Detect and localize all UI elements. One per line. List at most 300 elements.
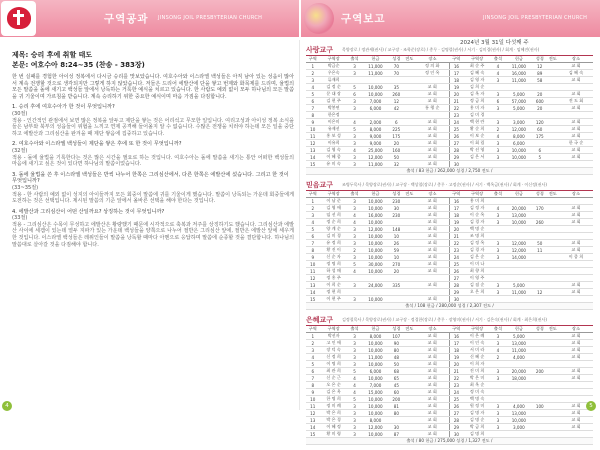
table-cell: 교 회 — [559, 410, 593, 417]
table-cell — [547, 161, 559, 168]
table-cell — [505, 112, 533, 119]
table-cell: 14 — [306, 154, 320, 161]
table-cell — [403, 205, 415, 212]
table-cell — [547, 119, 559, 126]
table-cell: 8 — [306, 247, 320, 254]
column-header: 구역장 — [463, 56, 491, 63]
table-cell — [491, 233, 505, 240]
table-cell — [533, 389, 547, 396]
table-cell: 박금순 — [320, 63, 348, 70]
group-header — [306, 180, 593, 191]
table-cell: 정 순 희 — [320, 219, 348, 226]
table-cell — [403, 226, 415, 233]
column-header: 출석 — [348, 326, 362, 333]
table-cell: 29 — [449, 154, 463, 161]
table-row — [306, 254, 593, 261]
table-cell: 26 — [390, 240, 404, 247]
table-cell: 3 — [491, 147, 505, 154]
table-cell: 이 영 주 — [463, 275, 491, 282]
table-row — [306, 133, 593, 140]
table-cell: 12,000 — [505, 126, 533, 133]
table-cell: 16 — [449, 333, 463, 340]
table-row — [306, 147, 593, 154]
table-cell: 홍 보 성 — [320, 133, 348, 140]
table-cell: 5 — [306, 91, 320, 98]
table-cell: 175 — [390, 133, 404, 140]
table-cell — [559, 84, 593, 91]
table-cell — [533, 254, 547, 261]
table-cell — [533, 112, 547, 119]
table-cell: 2 — [348, 247, 362, 254]
table-row — [306, 268, 593, 275]
table-cell — [403, 126, 415, 133]
table-cell: 15 — [306, 296, 320, 303]
table-cell: 20 — [449, 91, 463, 98]
table-cell: 3 — [348, 233, 362, 240]
table-cell: 3 — [491, 154, 505, 161]
date-line: 2024년 3월 31일 다섯째 주 — [460, 40, 529, 46]
table-cell: 20,000 — [505, 205, 533, 212]
table-cell: 11,000 — [505, 63, 533, 70]
table-cell — [491, 226, 505, 233]
table-cell — [403, 424, 415, 431]
table-cell: 26 — [449, 133, 463, 140]
column-header: 출석 — [491, 56, 505, 63]
table-cell: 교 회 — [416, 375, 450, 382]
table-cell: 3 — [348, 403, 362, 410]
table-cell: 서 미 라 — [463, 347, 491, 354]
table-cell — [403, 133, 415, 140]
table-cell: 13 — [306, 282, 320, 289]
table-cell — [547, 226, 559, 233]
table-row — [306, 396, 593, 403]
table-cell: 11,000 — [361, 70, 389, 77]
page-number-right: 5 — [586, 401, 596, 411]
column-header: 전도 — [403, 326, 415, 333]
table-cell: 13,000 — [505, 212, 533, 219]
table-cell: 김 은 순 — [463, 254, 491, 261]
table-cell: 교 회 — [559, 354, 593, 361]
table-row — [306, 198, 593, 205]
table-cell — [547, 347, 559, 354]
table-cell: 3 — [491, 119, 505, 126]
table-cell: 22 — [449, 240, 463, 247]
column-header: 구역장 — [320, 191, 348, 198]
table-cell: 3 — [491, 212, 505, 219]
table-cell — [361, 77, 389, 84]
table-cell: 김 미 경 — [320, 233, 348, 240]
sermon-title: 제목: 승리 후에 취할 태도 — [12, 51, 93, 59]
table-row — [306, 403, 593, 410]
table-cell: 김 정 자 — [463, 205, 491, 212]
column-header: 출석 — [491, 326, 505, 333]
group-staff: 김정철목사 / 목양장로(권사) / 교구장 · 정경한(장로) / 총무 · 장영미(권사) / 서기 · 김은숙(권사) / 회계 · 최은희(권사) — [342, 317, 547, 322]
table-cell — [403, 119, 415, 126]
table-cell: 4 — [348, 119, 362, 126]
table-cell — [533, 198, 547, 205]
table-cell: 류재희 — [320, 77, 348, 84]
table-cell — [547, 296, 559, 303]
table-cell: 김 명 자 — [463, 410, 491, 417]
sermon-scripture: 본문: 여호수아 8:24~35 (찬송 - 383장) — [12, 61, 145, 69]
table-cell — [403, 147, 415, 154]
table-cell — [533, 333, 547, 340]
group-name: 사랑교구 — [306, 46, 334, 54]
table-cell — [505, 233, 533, 240]
table-cell: 9 — [306, 389, 320, 396]
table-cell: 20 — [390, 140, 404, 147]
column-header: 장소 — [559, 326, 593, 333]
table-cell: 이 회 림 — [463, 140, 491, 147]
table-cell: 27 — [449, 275, 463, 282]
table-cell — [547, 403, 559, 410]
column-header: 장소 — [416, 191, 450, 198]
table-cell: 이 종 희 — [559, 254, 593, 261]
table-cell: 3 — [348, 282, 362, 289]
table-cell — [390, 417, 404, 424]
table-cell — [547, 63, 559, 70]
question-ref: (33~35절) — [12, 184, 39, 191]
table-cell: 7,000 — [361, 98, 389, 105]
table-cell: 11,000 — [505, 289, 533, 296]
table-cell: 260 — [533, 219, 547, 226]
table-cell: 3 — [348, 340, 362, 347]
table-cell: 한 국 순 — [559, 140, 593, 147]
table-cell: 6,000 — [361, 368, 389, 375]
table-cell: 9 — [306, 254, 320, 261]
table-row — [306, 240, 593, 247]
table-cell: 홍 미 희 — [463, 198, 491, 205]
table-cell: 4 — [491, 347, 505, 354]
table-cell: 백 명 순 — [463, 226, 491, 233]
table-cell — [547, 219, 559, 226]
table-cell: 교 회 — [559, 147, 593, 154]
table-cell — [403, 333, 415, 340]
table-cell: 고 인 애 — [320, 340, 348, 347]
table-cell: 225 — [390, 126, 404, 133]
table-cell — [547, 424, 559, 431]
table-cell: 김 경 자 — [463, 247, 491, 254]
table-cell — [403, 112, 415, 119]
table-cell: 한 명 희 — [320, 396, 348, 403]
table-cell — [505, 431, 533, 438]
table-cell: 박봉연 — [320, 105, 348, 112]
table-cell — [533, 84, 547, 91]
table-cell: 하 성 매 — [320, 268, 348, 275]
table-cell: 6,000 — [505, 140, 533, 147]
question-block — [12, 141, 294, 167]
table-cell: 120 — [533, 119, 547, 126]
table-cell: 교 회 — [416, 403, 450, 410]
table-cell: 10,000 — [361, 219, 389, 226]
table-cell — [547, 340, 559, 347]
table-cell — [463, 296, 491, 303]
table-row — [306, 410, 593, 417]
table-cell — [559, 275, 593, 282]
table-cell: 진 미 희 — [463, 368, 491, 375]
table-cell: 4 — [348, 389, 362, 396]
table-cell — [559, 261, 593, 268]
table-cell: 3 — [348, 205, 362, 212]
table-cell: 8,000 — [361, 333, 389, 340]
table-cell — [547, 233, 559, 240]
table-cell: 11,000 — [505, 347, 533, 354]
table-cell: 교 회 — [559, 282, 593, 289]
table-cell: 70 — [390, 63, 404, 70]
group-table — [306, 326, 593, 445]
table-cell — [403, 275, 415, 282]
table-cell: 27 — [449, 140, 463, 147]
table-cell: 이은미 — [320, 119, 348, 126]
table-cell: 10,000 — [361, 91, 389, 98]
table-cell — [403, 198, 415, 205]
question-text: 4. 에발산과 그리심산이 어떤 산일까요? 상징하는 것이 무엇입니까? — [12, 208, 165, 215]
table-cell — [547, 410, 559, 417]
table-cell: 10,000 — [361, 361, 389, 368]
table-cell — [403, 154, 415, 161]
table-cell — [559, 389, 593, 396]
table-cell: 이 인 숙 — [463, 340, 491, 347]
table-cell: 260 — [390, 91, 404, 98]
table-cell: 10,000 — [505, 417, 533, 424]
table-cell: 유 정 희 — [320, 240, 348, 247]
table-cell: 30 — [449, 431, 463, 438]
table-cell: 교 회 — [416, 333, 450, 340]
table-row — [306, 261, 593, 268]
column-header: 출석 — [348, 191, 362, 198]
table-cell: 23 — [449, 247, 463, 254]
table-cell: 5,000 — [505, 91, 533, 98]
table-cell: 3 — [348, 431, 362, 438]
table-row — [306, 119, 593, 126]
table-cell — [547, 282, 559, 289]
table-cell: 이 보 순 — [463, 133, 491, 140]
table-cell: 교 회 — [559, 368, 593, 375]
table-row — [306, 282, 593, 289]
table-cell — [416, 289, 450, 296]
table-cell: 10,000 — [361, 403, 389, 410]
table-cell: 35 — [390, 84, 404, 91]
right-header-bar — [301, 0, 600, 37]
table-cell: 4,000 — [505, 354, 533, 361]
table-cell: 10 — [306, 126, 320, 133]
table-cell: 160 — [390, 147, 404, 154]
question-list — [12, 104, 294, 248]
table-cell: 16 — [449, 63, 463, 70]
table-cell: 박선자 — [320, 333, 348, 340]
table-cell: 정 인 옥 — [416, 70, 450, 77]
table-cell: 30 — [390, 205, 404, 212]
table-cell — [547, 289, 559, 296]
table-cell: 11,000 — [361, 161, 389, 168]
table-cell — [348, 289, 362, 296]
table-row — [306, 154, 593, 161]
table-cell: 정 현 희 — [320, 289, 348, 296]
table-cell: 2 — [306, 70, 320, 77]
summary-text: 출석 / 80 헌금 / 275,000 성경 / 1,327 전도 / — [306, 438, 593, 445]
table-row — [306, 296, 593, 303]
table-cell: 4 — [306, 354, 320, 361]
table-cell — [547, 354, 559, 361]
table-cell: 5,000 — [505, 333, 533, 340]
table-cell: 3 — [348, 133, 362, 140]
column-header: 헌금 — [361, 326, 389, 333]
table-cell: 김 정 순 — [320, 84, 348, 91]
table-cell — [491, 275, 505, 282]
table-cell: 교 회 — [416, 247, 450, 254]
table-cell: 7,000 — [361, 382, 389, 389]
table-cell: 임 선 희 — [320, 212, 348, 219]
table-cell: 4 — [306, 84, 320, 91]
table-cell: 17 — [449, 205, 463, 212]
table-cell: 11 — [306, 268, 320, 275]
table-row — [306, 63, 593, 70]
table-row — [306, 98, 593, 105]
table-cell: 교 회 — [559, 333, 593, 340]
table-cell: 교 회 — [416, 205, 450, 212]
table-cell: 양 계 순 — [320, 226, 348, 233]
table-cell: 김 현 주 — [320, 98, 348, 105]
table-cell — [403, 396, 415, 403]
question-ref: (30절) — [12, 110, 28, 117]
table-cell — [491, 198, 505, 205]
table-cell: 교 회 — [559, 417, 593, 424]
table-cell — [559, 233, 593, 240]
question-text: 3. 돌에 율법을 쓴 후 이스라엘 백성들은 반씩 나누어 한쪽은 그리심산에서, 다른 한쪽은 에발산에 섰습니다. 그리고 한 것이 무엇입니까? — [12, 171, 289, 185]
page-number-left: 4 — [2, 401, 12, 411]
table-row — [306, 431, 593, 438]
table-cell: 18 — [449, 347, 463, 354]
table-cell: 교 회 — [416, 296, 450, 303]
table-cell: 170 — [533, 205, 547, 212]
table-cell — [403, 254, 415, 261]
table-cell — [547, 112, 559, 119]
table-cell — [403, 417, 415, 424]
table-cell — [390, 296, 404, 303]
table-row — [306, 219, 593, 226]
table-cell: 2 — [491, 354, 505, 361]
table-cell: 6 — [306, 368, 320, 375]
column-header: 장소 — [416, 56, 450, 63]
table-cell — [361, 112, 389, 119]
column-header: 구역 — [306, 326, 320, 333]
table-cell: 김 혜 숙 — [463, 70, 491, 77]
table-cell: 24,000 — [361, 282, 389, 289]
table-cell: 29 — [449, 289, 463, 296]
table-cell — [361, 289, 389, 296]
table-cell: 32 — [390, 161, 404, 168]
sermon-intro: 한 번 실패를 경험한 아이성 정복에서 다시금 승리를 맛보았습니다. 여호수아와 이스라엘 백성들은 아직 남아 있는 성읍이 많아서 계속 전쟁할 것으로 생각되지만 그렇게 하지 않았습니다. 저들은 드리어 에발산에 단을 쌓고 번제와 화목제를 드리며, 율법의 모든 말씀을 돌에 새기고 백성들 앞에서 낭독하는 거룩한 예식을 치르고 있습니다. 한 사람도 예외 없이 모두 하나님의 모든 말씀을 귀 기울이며 가르침을 받습니다. 계속 승리하기 위한 중요한 예식이며 마음 가짐을 다짐합니다. — [12, 74, 294, 100]
column-header: 구역장 — [463, 326, 491, 333]
table-cell: 김 점 순 — [463, 282, 491, 289]
table-cell: 1 — [306, 198, 320, 205]
table-cell: 교 회 — [559, 105, 593, 112]
column-header: 성경 — [533, 56, 547, 63]
table-row — [306, 389, 593, 396]
table-cell: 교 회 — [416, 219, 450, 226]
table-cell — [547, 361, 559, 368]
table-cell: 4 — [348, 219, 362, 226]
table-cell — [533, 354, 547, 361]
table-cell: 20 — [533, 91, 547, 98]
table-cell: 50 — [533, 240, 547, 247]
table-cell: 교 회 — [559, 154, 593, 161]
table-cell: 정 미 숙 — [463, 389, 491, 396]
table-cell: 2,000 — [361, 119, 389, 126]
column-header: 출석 — [491, 191, 505, 198]
question-application: 적용 - 그리심산은 수목이 무성하고 에발산은 황량했기 때문에 시각적으로 축복과 저주를 상징하기도 했습니다. 그리심산과 에발산 사이에 세겜이 있는데 열두 지파가 있는 가운데 백성들을 양쪽으로 나누어 절반은 그리심산 앞에, 절반은 에발산 앞에 세우게 한 것입니다. 이스라엘 백성들은 레위인들이 말씀을 낭독할 때마다 아멘으로 응답하며 말씀에 순종할 것을 결단합니다. 하나님의 말씀대로 살아갈 것을 다짐해야 합니다. — [12, 221, 294, 248]
table-cell — [533, 296, 547, 303]
table-cell: 16,000 — [505, 70, 533, 77]
table-cell: 교 회 — [416, 226, 450, 233]
table-cell — [533, 140, 547, 147]
table-cell: 홍 미 자 — [463, 105, 491, 112]
table-cell: 김 영 애 — [320, 205, 348, 212]
table-cell: 4 — [348, 382, 362, 389]
table-cell — [403, 219, 415, 226]
table-cell — [533, 396, 547, 403]
table-row — [306, 361, 593, 368]
table-cell — [559, 431, 593, 438]
table-cell — [491, 261, 505, 268]
table-cell: 19 — [449, 354, 463, 361]
table-cell: 이 희 순 — [320, 282, 348, 289]
question-application: 적용 - 한 사람의 예외 없이 성지의 아이들까지 모든 회중이 말씀에 귀를 기울이게 했습니다. 말씀이 낭독되는 가운데 회중들에게 도전하는 것은 선택입니다. 제시된 말씀의 기준 앞에서 올바른 선택을 해야 한다는 것입니다. — [12, 191, 294, 205]
table-cell: 58 — [533, 77, 547, 84]
table-cell: 81 — [390, 403, 404, 410]
table-cell: 교 회 — [416, 154, 450, 161]
column-header: 구역장 — [463, 191, 491, 198]
table-cell — [533, 375, 547, 382]
table-cell: 백 현 란 — [463, 119, 491, 126]
column-header: 전도 — [403, 191, 415, 198]
table-cell: 23 — [449, 112, 463, 119]
table-cell — [403, 91, 415, 98]
table-cell: 5 — [348, 126, 362, 133]
table-cell — [533, 361, 547, 368]
table-cell: 30,000 — [361, 261, 389, 268]
table-cell: 이 희 자 — [463, 361, 491, 368]
table-cell — [491, 268, 505, 275]
table-cell: 유제선 — [320, 126, 348, 133]
lesson-column — [12, 50, 294, 248]
right-header-title: 구역보고 — [341, 13, 386, 25]
group-table — [306, 56, 593, 175]
table-cell: 10,000 — [505, 147, 533, 154]
table-cell: 11 — [306, 403, 320, 410]
table-row — [306, 368, 593, 375]
table-cell: 3 — [491, 140, 505, 147]
column-header: 전도 — [547, 191, 559, 198]
table-cell: 60 — [390, 389, 404, 396]
table-cell — [547, 240, 559, 247]
table-cell: 6 — [533, 147, 547, 154]
table-cell: 28 — [449, 147, 463, 154]
table-cell: 3 — [348, 410, 362, 417]
table-cell — [533, 417, 547, 424]
table-cell — [390, 219, 404, 226]
table-cell: 48 — [390, 354, 404, 361]
table-cell: 김 희 순 — [463, 84, 491, 91]
column-header: 헌금 — [505, 326, 533, 333]
question-block — [12, 172, 294, 205]
table-row — [306, 382, 593, 389]
column-header: 구역 — [449, 191, 463, 198]
table-row — [306, 354, 593, 361]
table-cell: 15 — [306, 161, 320, 168]
table-cell: 21 — [449, 233, 463, 240]
table-cell: 12,000 — [361, 424, 389, 431]
